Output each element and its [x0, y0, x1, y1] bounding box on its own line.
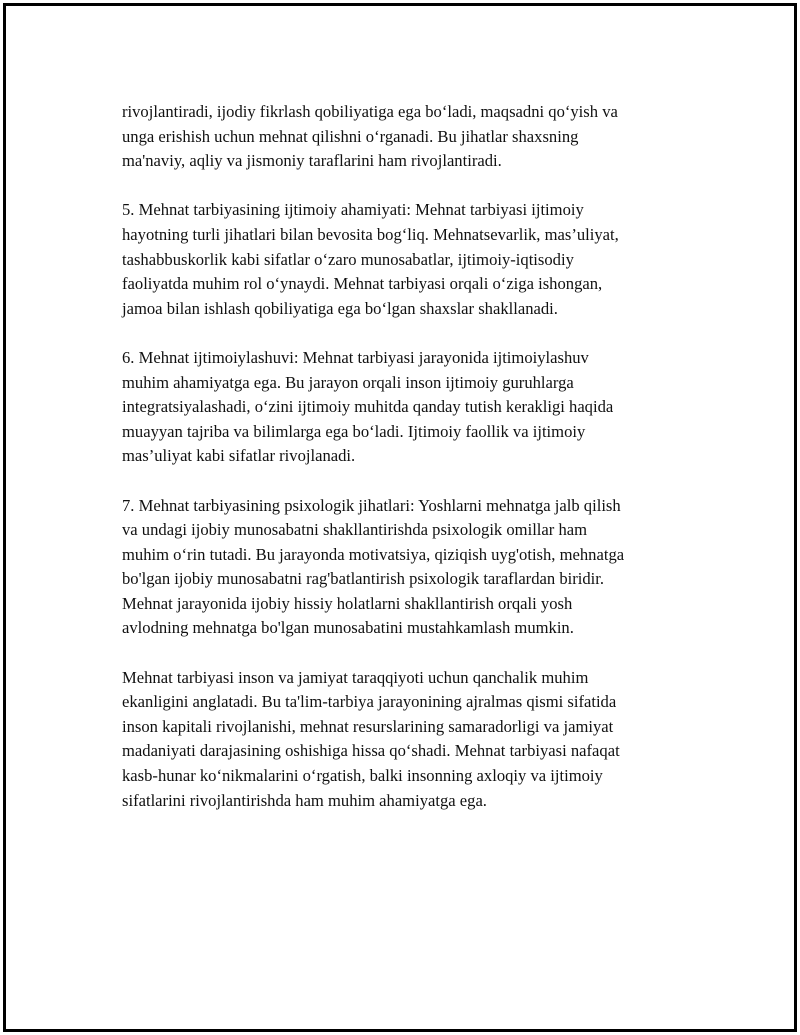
text-line: tashabbuskorlik kabi sifatlar o‘zaro munosabatlar, ijtimoiy-iqtisodiy — [122, 249, 574, 269]
page-frame — [3, 3, 797, 1032]
text-line: kasb-hunar ko‘nikmalarini o‘rgatish, balki insonning axloqiy va ijtimoiy — [122, 766, 603, 786]
paragraph-section-7 — [122, 494, 690, 642]
text-line: muhim o‘rin tutadi. Bu jarayonda motivatsiya, qiziqish uyg'otish, mehnatga — [122, 544, 625, 564]
text-line: unga erishish uchun mehnat qilishni o‘rganadi. Bu jihatlar shaxsning — [122, 126, 579, 146]
text-line: 5. Mehnat tarbiyasining ijtimoiy ahamiyati: Mehnat tarbiyasi ijtimoiy — [122, 200, 584, 220]
text-line: avlodning mehnatga bo'lgan munosabatini mustahkamlash mumkin. — [122, 618, 574, 638]
paragraph-intro-continuation — [122, 100, 690, 174]
text-line: muhim ahamiyatga ega. Bu jarayon orqali inson ijtimoiy guruhlarga — [122, 372, 574, 392]
text-line: ma'naviy, aqliy va jismoniy taraflarini ham rivojlantiradi. — [122, 151, 502, 171]
text-line: inson kapitali rivojlanishi, mehnat resurslarining samaradorligi va jamiyat — [122, 716, 614, 736]
text-line: madaniyati darajasining oshishiga hissa qo‘shadi. Mehnat tarbiyasi nafaqat — [122, 741, 620, 761]
paragraph-section-5 — [122, 198, 690, 321]
text-line: bo'lgan ijobiy munosabatni rag'batlantirish psixologik taraflardan biridir. — [122, 569, 605, 589]
text-line: va undagi ijobiy munosabatni shakllantirishda psixologik omillar ham — [122, 520, 588, 540]
document-body — [122, 100, 690, 838]
text-line: rivojlantiradi, ijodiy fikrlash qobiliyatiga ega bo‘ladi, maqsadni qo‘yish va — [122, 102, 618, 121]
text-line: muayyan tajriba va bilimlarga ega bo‘ladi. Ijtimoiy faollik va ijtimoiy — [122, 421, 586, 441]
text-line: Mehnat jarayonida ijobiy hissiy holatlarni shakllantirish orqali yosh — [122, 593, 573, 613]
text-line: mas’uliyat kabi sifatlar rivojlanadi. — [122, 446, 356, 466]
text-line: integratsiyalashadi, o‘zini ijtimoiy muhitda qanday tutish kerakligi haqida — [122, 397, 614, 417]
paragraph-section-6 — [122, 346, 690, 469]
text-line: faoliyatda muhim rol o‘ynaydi. Mehnat tarbiyasi orqali o‘ziga ishongan, — [122, 274, 603, 294]
paragraph-conclusion — [122, 666, 690, 814]
text-line: ekanligini anglatadi. Bu ta'lim-tarbiya jarayonining ajralmas qismi sifatida — [122, 692, 617, 712]
text-line: jamoa bilan ishlash qobiliyatiga ega bo‘lgan shaxslar shakllanadi. — [122, 298, 558, 318]
text-line: 6. Mehnat ijtimoiylashuvi: Mehnat tarbiyasi jarayonida ijtimoiylashuv — [122, 347, 589, 367]
text-line: 7. Mehnat tarbiyasining psixologik jihatlari: Yoshlarni mehnatga jalb qilish — [122, 495, 621, 515]
text-line: hayotning turli jihatlari bilan bevosita bog‘liq. Mehnatsevarlik, mas’uliyat, — [122, 224, 619, 244]
text-line: sifatlarini rivojlantirishda ham muhim ahamiyatga ega. — [122, 790, 487, 810]
text-line: Mehnat tarbiyasi inson va jamiyat taraqqiyoti uchun qanchalik muhim — [122, 667, 589, 687]
